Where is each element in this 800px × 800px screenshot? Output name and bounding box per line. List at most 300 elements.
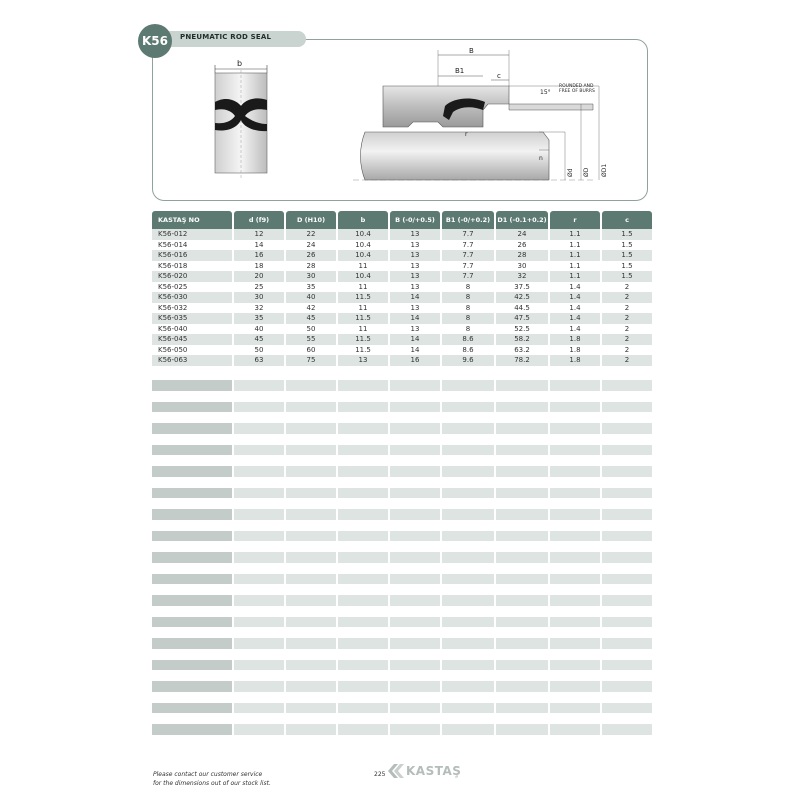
cell-kastas-no: K56-032 bbox=[158, 303, 188, 312]
empty-cell bbox=[286, 509, 336, 520]
empty-cell bbox=[234, 703, 284, 714]
cell-D: 55 bbox=[286, 334, 336, 345]
cell-b: 11.5 bbox=[338, 292, 388, 303]
cell-c: 2 bbox=[602, 292, 652, 303]
empty-cell bbox=[602, 660, 652, 671]
cell-c: 2 bbox=[602, 313, 652, 324]
empty-cell bbox=[550, 681, 600, 692]
empty-cell bbox=[496, 531, 548, 542]
cell-D: 75 bbox=[286, 355, 336, 366]
cell-c: 1.5 bbox=[602, 229, 652, 240]
empty-cell bbox=[442, 660, 494, 671]
empty-cell bbox=[286, 402, 336, 413]
empty-cell bbox=[152, 531, 232, 542]
empty-cell bbox=[602, 703, 652, 714]
empty-cell bbox=[286, 595, 336, 606]
empty-cell bbox=[602, 402, 652, 413]
empty-cell bbox=[496, 660, 548, 671]
empty-cell bbox=[550, 380, 600, 391]
empty-cell bbox=[286, 466, 336, 477]
empty-cell bbox=[286, 380, 336, 391]
cell-b: 11 bbox=[358, 324, 368, 333]
cell-B1: 9.6 bbox=[442, 355, 494, 366]
empty-cell bbox=[496, 488, 548, 499]
cell-B1: 8 bbox=[465, 324, 471, 333]
empty-row bbox=[150, 724, 648, 746]
empty-cell bbox=[234, 617, 284, 628]
cell-d: 12 bbox=[234, 229, 284, 240]
empty-cell bbox=[390, 380, 440, 391]
cell-D: 42 bbox=[306, 303, 316, 312]
cell-b: 11 bbox=[358, 282, 368, 291]
empty-cell bbox=[442, 552, 494, 563]
cell-B1: 7.7 bbox=[442, 271, 494, 282]
cell-kastas-no: K56-014 bbox=[158, 240, 188, 249]
empty-cell bbox=[442, 703, 494, 714]
empty-cell bbox=[152, 638, 232, 649]
dim-c-label: c bbox=[497, 72, 501, 80]
empty-row bbox=[150, 660, 648, 682]
cell-D1: 63.2 bbox=[514, 345, 530, 354]
empty-cell bbox=[550, 509, 600, 520]
cell-b: 11 bbox=[358, 261, 368, 270]
empty-cell bbox=[496, 552, 548, 563]
cell-r: 1.1 bbox=[569, 240, 581, 249]
cell-D: 35 bbox=[306, 282, 316, 291]
empty-cell bbox=[286, 531, 336, 542]
cell-D1: 24 bbox=[496, 229, 548, 240]
dim-D-label: ØD bbox=[583, 167, 590, 177]
empty-cell bbox=[496, 466, 548, 477]
footer-note bbox=[153, 770, 271, 788]
cell-B1: 7.7 bbox=[442, 250, 494, 261]
page-title: PNEUMATIC ROD SEAL bbox=[180, 33, 272, 41]
empty-row bbox=[150, 509, 648, 531]
empty-cell bbox=[234, 380, 284, 391]
empty-cell bbox=[602, 638, 652, 649]
cell-c: 1.5 bbox=[602, 250, 652, 261]
empty-cell bbox=[550, 531, 600, 542]
cell-B: 13 bbox=[390, 250, 440, 261]
empty-row bbox=[150, 423, 648, 445]
technical-drawing-frame bbox=[152, 39, 648, 201]
cell-D: 24 bbox=[306, 240, 316, 249]
dim-b-label: b bbox=[237, 59, 243, 68]
empty-cell bbox=[442, 509, 494, 520]
empty-cell bbox=[152, 703, 232, 714]
empty-row bbox=[150, 466, 648, 488]
empty-cell bbox=[602, 617, 652, 628]
empty-cell bbox=[338, 681, 388, 692]
empty-cell bbox=[234, 660, 284, 671]
cell-D1: 42.5 bbox=[496, 292, 548, 303]
empty-cell bbox=[442, 638, 494, 649]
cell-B: 13 bbox=[410, 324, 420, 333]
empty-cell bbox=[550, 638, 600, 649]
cell-D: 40 bbox=[286, 292, 336, 303]
empty-cell bbox=[338, 724, 388, 735]
empty-cell bbox=[390, 617, 440, 628]
cell-B1: 8 bbox=[442, 313, 494, 324]
empty-cell bbox=[234, 423, 284, 434]
empty-row bbox=[150, 595, 648, 617]
cell-r: 1.8 bbox=[569, 345, 581, 354]
cell-r: 1.4 bbox=[569, 282, 581, 291]
empty-row bbox=[150, 380, 648, 402]
cell-kastas-no: K56-063 bbox=[152, 355, 232, 366]
footer-note-line2: for the dimensions out of our stock list. bbox=[153, 780, 271, 787]
cell-r: 1.1 bbox=[569, 261, 581, 270]
empty-cell bbox=[390, 423, 440, 434]
cell-c: 1.5 bbox=[621, 261, 633, 270]
empty-cell bbox=[442, 681, 494, 692]
empty-cell bbox=[286, 660, 336, 671]
empty-cell bbox=[234, 531, 284, 542]
cell-B1: 8 bbox=[465, 303, 471, 312]
empty-row bbox=[150, 402, 648, 424]
col-header-B1: B1 (-0/+0.2) bbox=[442, 211, 494, 229]
cell-D1: 32 bbox=[496, 271, 548, 282]
cell-d: 14 bbox=[254, 240, 264, 249]
cell-d: 40 bbox=[254, 324, 264, 333]
brand-mark-icon bbox=[388, 764, 404, 778]
empty-cell bbox=[496, 445, 548, 456]
empty-cell bbox=[338, 552, 388, 563]
empty-cell bbox=[390, 402, 440, 413]
table-row bbox=[152, 334, 652, 345]
cell-b: 13 bbox=[338, 355, 388, 366]
empty-cell bbox=[152, 423, 232, 434]
empty-cell bbox=[390, 660, 440, 671]
empty-cell bbox=[234, 574, 284, 585]
empty-cell bbox=[390, 638, 440, 649]
table-row bbox=[152, 324, 652, 335]
empty-cell bbox=[152, 681, 232, 692]
empty-row bbox=[150, 531, 648, 553]
cell-kastas-no: K56-012 bbox=[152, 229, 232, 240]
table-row bbox=[152, 240, 652, 251]
cell-D: 30 bbox=[286, 271, 336, 282]
cell-B: 13 bbox=[390, 229, 440, 240]
dim-d-label: Ød bbox=[567, 168, 574, 177]
empty-cell bbox=[286, 617, 336, 628]
empty-cell bbox=[602, 681, 652, 692]
cell-D: 26 bbox=[286, 250, 336, 261]
empty-cell bbox=[442, 402, 494, 413]
empty-cell bbox=[496, 402, 548, 413]
empty-cell bbox=[338, 509, 388, 520]
empty-cell bbox=[338, 595, 388, 606]
cell-B1: 7.7 bbox=[462, 261, 474, 270]
empty-cell bbox=[602, 531, 652, 542]
empty-row bbox=[150, 681, 648, 703]
cell-c: 2 bbox=[624, 345, 630, 354]
cell-D1: 44.5 bbox=[514, 303, 530, 312]
col-header-d: d (f9) bbox=[234, 211, 284, 229]
cell-D1: 78.2 bbox=[496, 355, 548, 366]
empty-cell bbox=[152, 380, 232, 391]
dim-B-label: B bbox=[469, 47, 474, 55]
cell-d: 16 bbox=[234, 250, 284, 261]
cell-d: 32 bbox=[254, 303, 264, 312]
cell-d: 63 bbox=[234, 355, 284, 366]
empty-cell bbox=[338, 703, 388, 714]
cell-D1: 47.5 bbox=[496, 313, 548, 324]
cell-D1: 28 bbox=[496, 250, 548, 261]
cell-B: 13 bbox=[410, 261, 420, 270]
empty-cell bbox=[442, 724, 494, 735]
cell-b: 10.4 bbox=[338, 229, 388, 240]
cell-B: 13 bbox=[410, 282, 420, 291]
seal-drawing bbox=[153, 40, 647, 200]
empty-cell bbox=[602, 466, 652, 477]
empty-cell bbox=[390, 595, 440, 606]
empty-cell bbox=[338, 574, 388, 585]
empty-cell bbox=[496, 681, 548, 692]
table-row bbox=[152, 229, 652, 240]
cell-r: 1.1 bbox=[550, 271, 600, 282]
cell-c: 2 bbox=[602, 334, 652, 345]
cell-B1: 8 bbox=[465, 282, 471, 291]
seal-housing-view bbox=[353, 47, 608, 180]
empty-cell bbox=[550, 595, 600, 606]
empty-cell bbox=[234, 445, 284, 456]
empty-row bbox=[150, 617, 648, 639]
dim-r-label: r bbox=[465, 131, 468, 138]
empty-row bbox=[150, 638, 648, 660]
angle-label: 15° bbox=[540, 89, 551, 96]
seal-side-view bbox=[215, 59, 267, 178]
empty-cell bbox=[496, 617, 548, 628]
empty-cell bbox=[550, 574, 600, 585]
empty-cell bbox=[152, 552, 232, 563]
empty-cell bbox=[550, 724, 600, 735]
cell-r: 1.8 bbox=[550, 355, 600, 366]
cell-B: 13 bbox=[390, 271, 440, 282]
cell-r: 1.4 bbox=[569, 303, 581, 312]
cell-D: 45 bbox=[286, 313, 336, 324]
empty-cell bbox=[390, 703, 440, 714]
col-header-kastas-no: KASTAŞ NO bbox=[152, 211, 232, 229]
empty-cell bbox=[496, 423, 548, 434]
empty-cell bbox=[286, 574, 336, 585]
empty-cell bbox=[152, 402, 232, 413]
cell-c: 1.5 bbox=[602, 271, 652, 282]
cell-kastas-no: K56-025 bbox=[158, 282, 188, 291]
cell-b: 11.5 bbox=[338, 334, 388, 345]
cell-kastas-no: K56-018 bbox=[158, 261, 188, 270]
empty-cell bbox=[390, 681, 440, 692]
empty-cell bbox=[338, 423, 388, 434]
cell-c: 2 bbox=[602, 355, 652, 366]
empty-cell bbox=[550, 423, 600, 434]
cell-d: 35 bbox=[234, 313, 284, 324]
empty-cell bbox=[338, 617, 388, 628]
col-header-c: c bbox=[602, 211, 652, 229]
empty-cell bbox=[390, 445, 440, 456]
cell-c: 2 bbox=[624, 282, 630, 291]
cell-B: 14 bbox=[390, 313, 440, 324]
empty-cell bbox=[550, 402, 600, 413]
empty-cell bbox=[338, 466, 388, 477]
empty-cell bbox=[442, 488, 494, 499]
table-row bbox=[152, 282, 652, 293]
empty-cell bbox=[442, 423, 494, 434]
empty-cell bbox=[390, 509, 440, 520]
empty-cell bbox=[496, 380, 548, 391]
footer-note-line1: Please contact our customer service bbox=[153, 771, 263, 778]
cell-c: 1.5 bbox=[621, 240, 633, 249]
empty-cell bbox=[234, 552, 284, 563]
cell-kastas-no: K56-040 bbox=[158, 324, 188, 333]
cell-r: 1.1 bbox=[550, 229, 600, 240]
table-row bbox=[152, 250, 652, 261]
brand-name: KASTAŞ bbox=[406, 764, 462, 778]
cell-kastas-no: K56-035 bbox=[152, 313, 232, 324]
cell-b: 10.4 bbox=[338, 250, 388, 261]
empty-row bbox=[150, 445, 648, 467]
empty-cell bbox=[496, 638, 548, 649]
empty-cell bbox=[286, 552, 336, 563]
page-number: 225 bbox=[374, 771, 386, 778]
cell-B: 16 bbox=[390, 355, 440, 366]
cell-D1: 37.5 bbox=[514, 282, 530, 291]
empty-cell bbox=[602, 595, 652, 606]
empty-cell bbox=[234, 509, 284, 520]
cell-B: 13 bbox=[410, 240, 420, 249]
dim-B1-label: B1 bbox=[455, 67, 465, 75]
cell-d: 20 bbox=[234, 271, 284, 282]
empty-cell bbox=[338, 531, 388, 542]
cell-b: 11 bbox=[358, 303, 368, 312]
empty-cell bbox=[286, 445, 336, 456]
table-row bbox=[152, 303, 652, 314]
empty-cell bbox=[442, 445, 494, 456]
brand-logo bbox=[388, 764, 461, 778]
empty-cell bbox=[442, 466, 494, 477]
cell-D: 50 bbox=[306, 324, 316, 333]
empty-cell bbox=[390, 574, 440, 585]
empty-cell bbox=[234, 466, 284, 477]
empty-cell bbox=[550, 617, 600, 628]
spec-table bbox=[150, 211, 654, 366]
table-header-row bbox=[152, 211, 652, 229]
cell-r: 1.8 bbox=[550, 334, 600, 345]
col-header-D: D (H10) bbox=[286, 211, 336, 229]
table-row bbox=[152, 313, 652, 324]
empty-cell bbox=[602, 380, 652, 391]
empty-row bbox=[150, 703, 648, 725]
table-row bbox=[152, 292, 652, 303]
empty-cell bbox=[286, 681, 336, 692]
empty-cell bbox=[390, 466, 440, 477]
cell-B: 14 bbox=[390, 334, 440, 345]
col-header-D1: D1 (-0.1+0.2) bbox=[496, 211, 548, 229]
empty-cell bbox=[152, 466, 232, 477]
empty-cell bbox=[442, 574, 494, 585]
cell-B1: 7.7 bbox=[442, 229, 494, 240]
note-line2: FREE OF BURRS bbox=[559, 89, 595, 94]
empty-cell bbox=[602, 488, 652, 499]
empty-cell bbox=[338, 638, 388, 649]
empty-cell bbox=[602, 423, 652, 434]
empty-cell bbox=[496, 703, 548, 714]
empty-cell bbox=[550, 488, 600, 499]
empty-cell bbox=[442, 531, 494, 542]
cell-kastas-no: K56-016 bbox=[152, 250, 232, 261]
empty-cell bbox=[550, 466, 600, 477]
empty-cell bbox=[234, 681, 284, 692]
cell-kastas-no: K56-020 bbox=[152, 271, 232, 282]
cell-d: 25 bbox=[254, 282, 264, 291]
cell-d: 18 bbox=[254, 261, 264, 270]
empty-cell bbox=[152, 509, 232, 520]
empty-cell bbox=[234, 638, 284, 649]
empty-cell bbox=[390, 552, 440, 563]
cell-D1: 58.2 bbox=[496, 334, 548, 345]
col-header-r: r bbox=[550, 211, 600, 229]
cell-B1: 8 bbox=[442, 292, 494, 303]
cell-b: 10.4 bbox=[355, 240, 371, 249]
dim-n-label: n bbox=[539, 155, 543, 162]
empty-cell bbox=[602, 509, 652, 520]
cell-kastas-no: K56-045 bbox=[152, 334, 232, 345]
empty-cell bbox=[152, 574, 232, 585]
empty-cell bbox=[496, 595, 548, 606]
cell-d: 45 bbox=[234, 334, 284, 345]
cell-r: 1.1 bbox=[550, 250, 600, 261]
empty-cell bbox=[602, 445, 652, 456]
empty-cell bbox=[442, 617, 494, 628]
empty-cell bbox=[152, 445, 232, 456]
cell-B: 14 bbox=[410, 345, 420, 354]
empty-cell bbox=[550, 660, 600, 671]
col-header-B: B (-0/+0.5) bbox=[390, 211, 440, 229]
table-row bbox=[152, 261, 652, 272]
empty-cell bbox=[550, 445, 600, 456]
empty-cell bbox=[338, 402, 388, 413]
cell-kastas-no: K56-050 bbox=[158, 345, 188, 354]
empty-cell bbox=[442, 380, 494, 391]
empty-cell bbox=[234, 724, 284, 735]
cell-D1: 52.5 bbox=[514, 324, 530, 333]
cell-B: 14 bbox=[390, 292, 440, 303]
empty-cell bbox=[338, 660, 388, 671]
empty-cell bbox=[234, 402, 284, 413]
cell-c: 2 bbox=[624, 324, 630, 333]
empty-cell bbox=[550, 703, 600, 714]
empty-cell bbox=[286, 423, 336, 434]
empty-cell bbox=[602, 552, 652, 563]
cell-D1: 26 bbox=[517, 240, 527, 249]
table-row bbox=[152, 271, 652, 282]
empty-row bbox=[150, 552, 648, 574]
product-code-badge: K56 bbox=[138, 24, 172, 58]
empty-cell bbox=[286, 638, 336, 649]
cell-b: 11.5 bbox=[338, 313, 388, 324]
empty-cell bbox=[286, 703, 336, 714]
empty-cell bbox=[390, 724, 440, 735]
empty-cell bbox=[152, 660, 232, 671]
cell-r: 1.4 bbox=[569, 324, 581, 333]
title-bar bbox=[160, 31, 306, 47]
cell-b: 11.5 bbox=[355, 345, 371, 354]
cell-kastas-no: K56-030 bbox=[152, 292, 232, 303]
empty-cell bbox=[338, 380, 388, 391]
empty-row bbox=[150, 574, 648, 596]
empty-rows-area bbox=[150, 380, 648, 746]
cell-B: 13 bbox=[410, 303, 420, 312]
